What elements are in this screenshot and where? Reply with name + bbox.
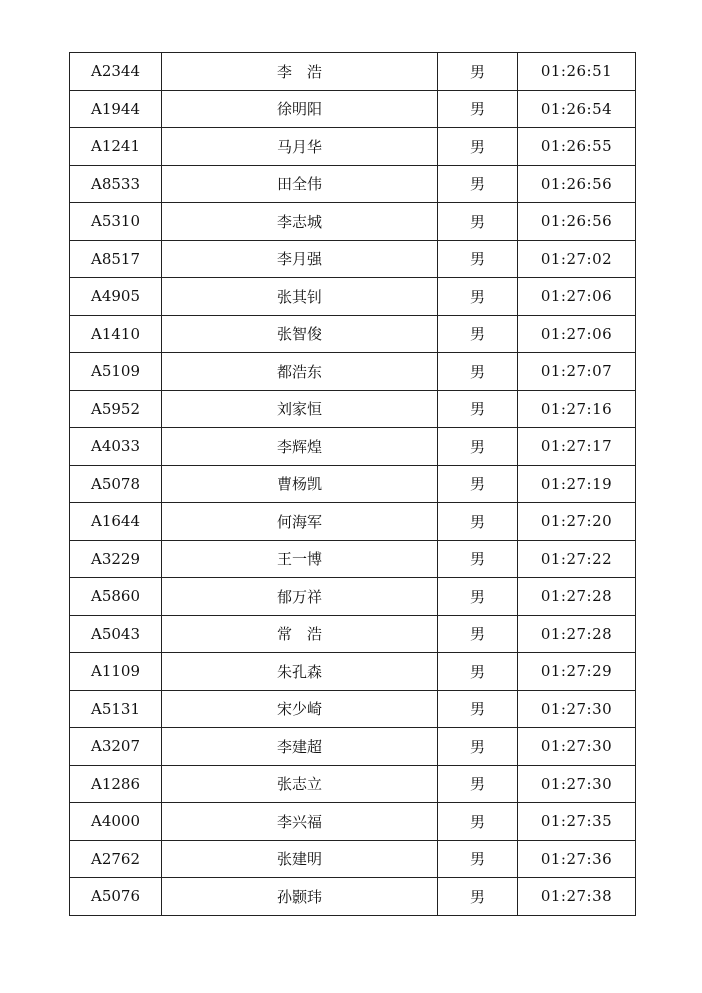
runner-name-cell: 李月强 [162,240,438,278]
finish-time-cell: 01:27:35 [518,803,636,841]
table-row [70,765,636,803]
table-row [70,690,636,728]
gender-cell: 男 [438,353,518,391]
runner-name-cell: 李兴福 [162,803,438,841]
runner-name-cell: 张建明 [162,840,438,878]
runner-name-cell: 田全伟 [162,165,438,203]
bib-number-cell: A1944 [70,90,162,128]
finish-time-cell: 01:27:29 [518,653,636,691]
finish-time-cell: 01:27:19 [518,465,636,503]
finish-time-cell: 01:26:56 [518,203,636,241]
runner-name-cell: 刘家恒 [162,390,438,428]
finish-time-cell: 01:26:51 [518,53,636,91]
gender-cell: 男 [438,128,518,166]
runner-name-cell: 王一博 [162,540,438,578]
bib-number-cell: A5952 [70,390,162,428]
finish-time-cell: 01:27:30 [518,765,636,803]
finish-time-cell: 01:27:06 [518,315,636,353]
gender-cell: 男 [438,690,518,728]
table-row [70,503,636,541]
bib-number-cell: A5078 [70,465,162,503]
bib-number-cell: A5076 [70,878,162,916]
gender-cell: 男 [438,165,518,203]
table-row [70,840,636,878]
table-row [70,53,636,91]
gender-cell: 男 [438,653,518,691]
bib-number-cell: A4905 [70,278,162,316]
finish-time-cell: 01:27:02 [518,240,636,278]
runner-name-cell: 郁万祥 [162,578,438,616]
finish-time-cell: 01:27:30 [518,690,636,728]
bib-number-cell: A1410 [70,315,162,353]
results-table-body [70,53,636,916]
finish-time-cell: 01:27:38 [518,878,636,916]
finish-time-cell: 01:27:22 [518,540,636,578]
bib-number-cell: A8517 [70,240,162,278]
gender-cell: 男 [438,278,518,316]
bib-number-cell: A1109 [70,653,162,691]
finish-time-cell: 01:26:54 [518,90,636,128]
gender-cell: 男 [438,878,518,916]
bib-number-cell: A8533 [70,165,162,203]
runner-name-cell: 张其钊 [162,278,438,316]
table-row [70,240,636,278]
table-row [70,803,636,841]
gender-cell: 男 [438,428,518,466]
runner-name-cell: 李辉煌 [162,428,438,466]
bib-number-cell: A4000 [70,803,162,841]
gender-cell: 男 [438,90,518,128]
gender-cell: 男 [438,503,518,541]
finish-time-cell: 01:27:28 [518,578,636,616]
gender-cell: 男 [438,803,518,841]
runner-name-cell: 李 浩 [162,53,438,91]
bib-number-cell: A5860 [70,578,162,616]
table-row [70,353,636,391]
finish-time-cell: 01:27:20 [518,503,636,541]
table-row [70,203,636,241]
bib-number-cell: A5109 [70,353,162,391]
gender-cell: 男 [438,390,518,428]
runner-name-cell: 常 浩 [162,615,438,653]
gender-cell: 男 [438,578,518,616]
runner-name-cell: 曹杨凯 [162,465,438,503]
finish-time-cell: 01:27:06 [518,278,636,316]
bib-number-cell: A3229 [70,540,162,578]
gender-cell: 男 [438,615,518,653]
finish-time-cell: 01:27:07 [518,353,636,391]
table-row [70,728,636,766]
table-row [70,315,636,353]
finish-time-cell: 01:27:36 [518,840,636,878]
runner-name-cell: 都浩东 [162,353,438,391]
bib-number-cell: A2762 [70,840,162,878]
gender-cell: 男 [438,765,518,803]
runner-name-cell: 张志立 [162,765,438,803]
gender-cell: 男 [438,728,518,766]
bib-number-cell: A1286 [70,765,162,803]
bib-number-cell: A3207 [70,728,162,766]
bib-number-cell: A2344 [70,53,162,91]
runner-name-cell: 马月华 [162,128,438,166]
table-row [70,615,636,653]
table-row [70,128,636,166]
finish-time-cell: 01:27:30 [518,728,636,766]
runner-name-cell: 宋少崎 [162,690,438,728]
bib-number-cell: A4033 [70,428,162,466]
gender-cell: 男 [438,315,518,353]
table-row [70,165,636,203]
runner-name-cell: 何海军 [162,503,438,541]
gender-cell: 男 [438,53,518,91]
gender-cell: 男 [438,540,518,578]
table-row [70,90,636,128]
gender-cell: 男 [438,840,518,878]
table-row [70,278,636,316]
finish-time-cell: 01:26:56 [518,165,636,203]
table-row [70,878,636,916]
table-row [70,653,636,691]
runner-name-cell: 李建超 [162,728,438,766]
bib-number-cell: A5310 [70,203,162,241]
bib-number-cell: A1644 [70,503,162,541]
bib-number-cell: A1241 [70,128,162,166]
runner-name-cell: 孙颢玮 [162,878,438,916]
table-row [70,465,636,503]
bib-number-cell: A5043 [70,615,162,653]
bib-number-cell: A5131 [70,690,162,728]
gender-cell: 男 [438,203,518,241]
finish-time-cell: 01:27:16 [518,390,636,428]
table-row [70,578,636,616]
runner-name-cell: 徐明阳 [162,90,438,128]
gender-cell: 男 [438,465,518,503]
finish-time-cell: 01:27:28 [518,615,636,653]
runner-name-cell: 朱孔森 [162,653,438,691]
finish-time-cell: 01:27:17 [518,428,636,466]
table-row [70,540,636,578]
results-table [69,52,636,916]
gender-cell: 男 [438,240,518,278]
finish-time-cell: 01:26:55 [518,128,636,166]
runner-name-cell: 李志城 [162,203,438,241]
table-row [70,428,636,466]
runner-name-cell: 张智俊 [162,315,438,353]
table-row [70,390,636,428]
